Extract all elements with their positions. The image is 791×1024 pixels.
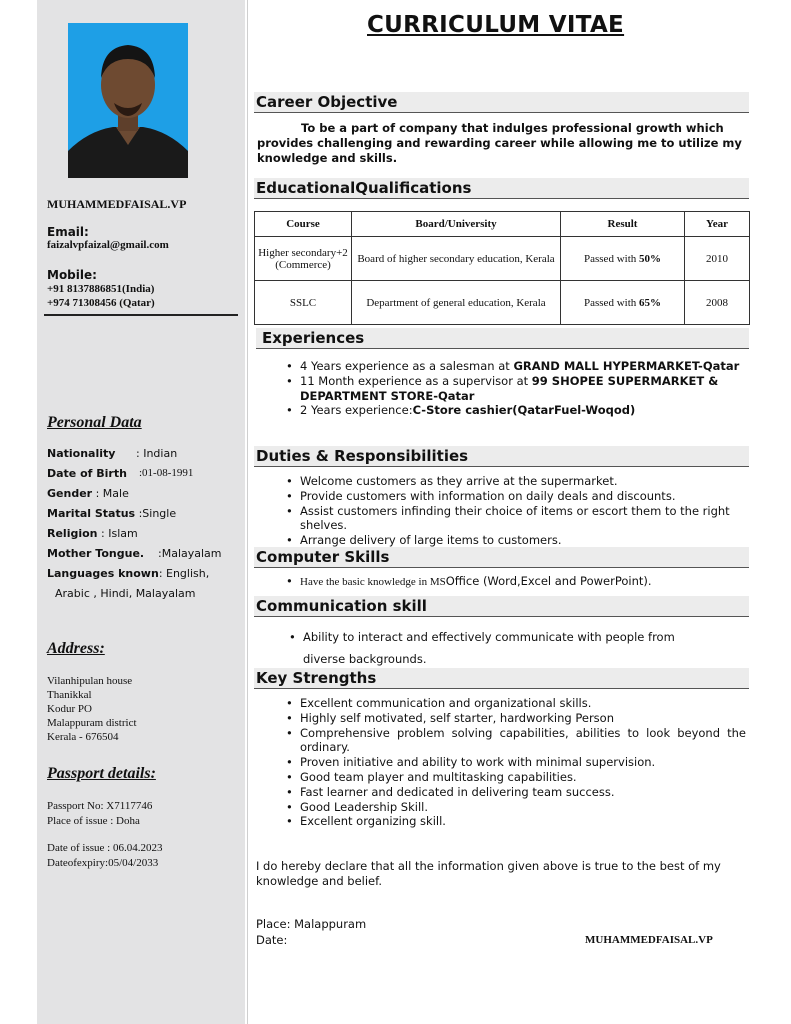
list-item: • Highly self motivated, self starter, hardworking Person [284, 711, 746, 726]
address-line: Kerala - 676504 [47, 731, 119, 743]
address-line: Thanikkal [47, 689, 92, 701]
mother-tongue-value: :Malayalam [158, 547, 222, 560]
list-item: • Excellent organizing skill. [284, 814, 746, 829]
gender-row [47, 487, 129, 500]
computer-skills-section [254, 547, 749, 568]
experiences-heading: Experiences [262, 329, 365, 347]
list-item: • Arrange delivery of large items to customers. [284, 533, 746, 548]
list-item: • Assist customers infinding their choice of items or escort them to the right shelves. [284, 504, 746, 534]
dob-value: :01-08-1991 [139, 467, 194, 479]
board-cell: Board of higher secondary education, Kerala [352, 237, 561, 281]
education-section [254, 178, 749, 199]
list-item [287, 626, 747, 670]
religion-value: : Islam [101, 527, 138, 540]
phone-qatar: +974 71308456 (Qatar) [47, 297, 155, 309]
list-item: • Excellent communication and organizational skills. [284, 696, 746, 711]
passport-heading: Passport details: [47, 765, 156, 782]
key-strengths-heading: Key Strengths [256, 669, 377, 687]
experience-text: 2 Years experience: [300, 403, 413, 418]
religion-label: Religion [47, 527, 98, 540]
year-cell: 2010 [685, 237, 750, 281]
languages-value-2: Arabic , Hindi, Malayalam [55, 587, 196, 600]
experience-employer: GRAND MALL HYPERMARKET-Qatar [513, 359, 740, 373]
list-item: • Proven initiative and ability to work with minimal supervision. [284, 755, 746, 770]
duties-list [284, 474, 746, 548]
experience-employer: C-Store cashier(QatarFuel-Woqod) [412, 403, 636, 418]
religion-row [47, 527, 138, 540]
course-cell: Higher secondary+2 (Commerce) [255, 237, 352, 281]
education-heading: EducationalQualifications [256, 179, 472, 197]
board-cell: Department of general education, Kerala [352, 281, 561, 325]
list-item [284, 403, 746, 418]
passport-place: Place of issue : Doha [47, 815, 140, 827]
experiences-section [256, 328, 749, 349]
nationality-row [47, 447, 178, 460]
marital-row [47, 507, 176, 520]
list-item: • Good team player and multitasking capabilities. [284, 770, 746, 785]
dob-row [47, 467, 194, 480]
duties-section [254, 446, 749, 467]
date-line: Date: [256, 933, 288, 947]
email-value: faizalvpfaizal@gmail.com [47, 239, 169, 251]
course-cell: SSLC [255, 281, 352, 325]
list-item [284, 359, 746, 374]
email-label: Email: [47, 225, 89, 239]
career-objective-text: To be a part of company that indulges professional growth which provides challenging and rewarding career while allowing me to utilize my knowledge and skills. [257, 121, 742, 165]
key-strengths-section [254, 668, 749, 689]
career-objective-heading: Career Objective [256, 93, 398, 111]
address-heading: Address: [47, 640, 105, 657]
passport-issue-date: Date of issue : 06.04.2023 [47, 842, 163, 854]
list-item: • Provide customers with information on daily deals and discounts. [284, 489, 746, 504]
nationality-label: Nationality [47, 447, 116, 460]
column-divider [247, 0, 248, 1024]
result-value: 50% [639, 252, 661, 265]
table-row [255, 281, 750, 325]
phone-india: +91 8137886851(India) [47, 283, 155, 295]
dob-label: Date of Birth [47, 467, 127, 480]
communication-list [287, 626, 747, 670]
duties-heading: Duties & Responsibilities [256, 447, 469, 465]
list-item: • Good Leadership Skill. [284, 800, 746, 815]
sidebar-name: MUHAMMEDFAISAL.VP [47, 197, 187, 211]
personal-data-heading: Personal Data [47, 414, 142, 431]
place-line: Place: Malappuram [256, 917, 367, 931]
experience-employer: 99 SHOPEE SUPERMARKET & DEPARTMENT STORE-Qatar [300, 373, 719, 403]
communication-line-2: diverse backgrounds. [303, 652, 427, 666]
education-table [254, 211, 750, 325]
list-item: • Welcome customers as they arrive at the supermarket. [284, 474, 746, 489]
declaration-text: I do hereby declare that all the information given above is true to the best of my knowledge and belief. [256, 859, 721, 888]
list-item: • Fast learner and dedicated in delivering team success. [284, 785, 746, 800]
communication-heading: Communication skill [256, 597, 427, 615]
communication-line-1: Ability to interact and effectively communicate with people from [303, 630, 675, 644]
languages-value-1: : English, [158, 567, 210, 580]
column-header-year: Year [685, 212, 750, 237]
address-block [47, 674, 137, 744]
computer-skills-heading: Computer Skills [256, 548, 390, 566]
column-header-board: Board/University [352, 212, 561, 237]
passport-block [47, 799, 162, 871]
passport-expiry-date: Dateofexpiry:05/04/2033 [47, 857, 159, 869]
list-item [284, 374, 746, 404]
signature-name: MUHAMMEDFAISAL.VP [585, 934, 713, 946]
computer-skills-list [284, 574, 746, 590]
profile-photo [68, 23, 188, 178]
table-row [255, 237, 750, 281]
computer-skill-prefix: Have the basic knowledge in MS [300, 576, 446, 588]
list-item: • Comprehensive problem solving capabilities, abilities to look beyond the ordinary. [284, 726, 746, 756]
result-value: 65% [639, 296, 661, 309]
sidebar-divider [44, 314, 238, 316]
computer-skill-suffix: Office (Word,Excel and PowerPoint). [445, 574, 652, 588]
languages-row [47, 567, 209, 580]
languages-label: Languages known [47, 567, 159, 580]
table-header-row [255, 212, 750, 237]
experience-text: 4 Years experience as a salesman at [300, 359, 514, 373]
gender-value: : Male [95, 487, 129, 500]
mother-tongue-row [47, 547, 222, 560]
communication-section [254, 596, 749, 617]
column-header-result: Result [561, 212, 685, 237]
experience-text: 11 Month experience as a supervisor at [300, 373, 532, 388]
experiences-list [284, 359, 746, 418]
career-objective-section [254, 92, 749, 113]
marital-value: :Single [138, 507, 177, 520]
address-line: Kodur PO [47, 703, 92, 715]
key-strengths-list [284, 696, 746, 829]
nationality-value: : Indian [136, 447, 178, 460]
gender-label: Gender [47, 487, 93, 500]
mother-tongue-label: Mother Tongue. [47, 547, 145, 560]
column-header-course: Course [255, 212, 352, 237]
page-title: CURRICULUM VITAE [367, 12, 625, 38]
result-cell [561, 237, 685, 281]
result-prefix: Passed with [584, 252, 639, 265]
mobile-label: Mobile: [47, 268, 97, 282]
passport-number: Passport No: X7117746 [47, 800, 153, 812]
result-cell [561, 281, 685, 325]
address-line: Vilanhipulan house [47, 675, 133, 687]
address-line: Malappuram district [47, 717, 137, 729]
result-prefix: Passed with [584, 296, 639, 309]
marital-label: Marital Status [47, 507, 136, 520]
year-cell: 2008 [685, 281, 750, 325]
list-item [284, 574, 746, 590]
